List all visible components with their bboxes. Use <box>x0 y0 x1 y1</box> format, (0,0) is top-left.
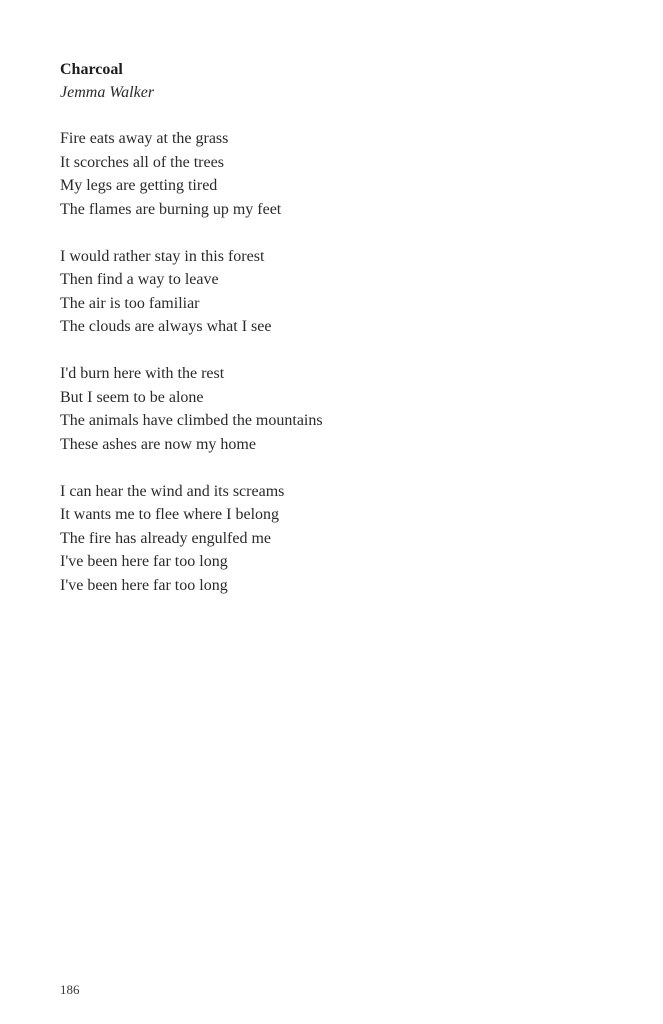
page-number: 186 <box>60 982 80 997</box>
poem-line: The flames are burning up my feet <box>60 200 282 218</box>
poem <box>60 58 620 621</box>
poem-title: Charcoal <box>60 61 123 78</box>
poem-line: It scorches all of the trees <box>60 153 224 171</box>
poem-line: Fire eats away at the grass <box>60 130 229 147</box>
poem-line: I'd burn here with the rest <box>60 365 225 382</box>
stanza-1 <box>60 127 620 221</box>
poem-line: The fire has already engulfed me <box>60 529 272 547</box>
poem-line: I've been here far too long <box>60 576 228 594</box>
poem-line: I can hear the wind and its screams <box>60 482 285 500</box>
poem-line: The animals have climbed the mountains <box>60 412 323 429</box>
stanza-3 <box>60 362 620 456</box>
poem-line: But I seem to be alone <box>60 388 204 406</box>
poem-line: I would rather stay in this forest <box>60 247 265 265</box>
poem-line: My legs are getting tired <box>60 177 218 194</box>
poem-line: The clouds are always what I see <box>60 318 272 335</box>
stanza-2 <box>60 245 620 339</box>
poem-line: I've been here far too long <box>60 553 228 570</box>
poem-line: The air is too familiar <box>60 294 200 312</box>
stanza-4 <box>60 480 620 598</box>
poem-line: Then find a way to leave <box>60 271 219 288</box>
poem-line: It wants me to flee where I belong <box>60 506 280 523</box>
poem-line: These ashes are now my home <box>60 435 256 453</box>
poem-author: Jemma Walker <box>60 84 155 101</box>
